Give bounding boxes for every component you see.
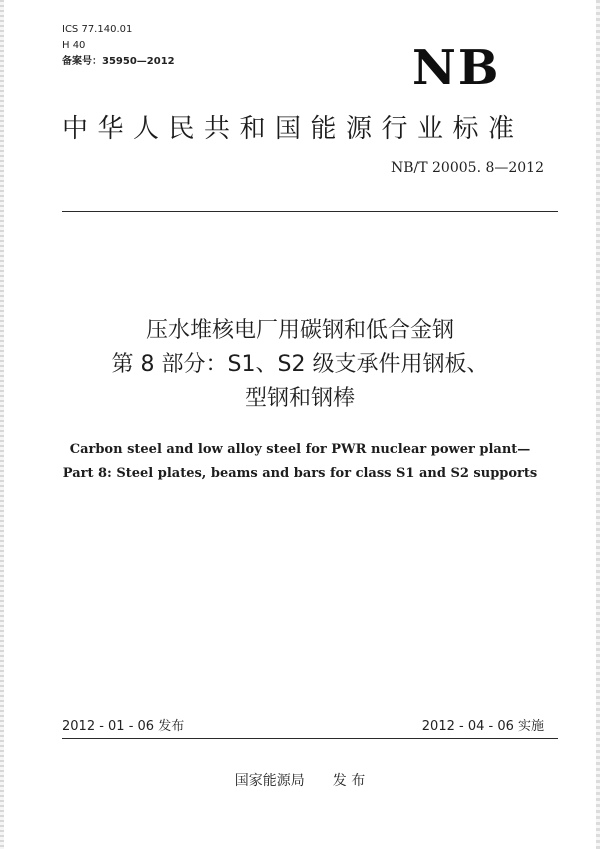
chinese-title-line: 第 8 部分：S1、S2 级支承件用钢板、 — [111, 352, 489, 377]
footer-divider — [62, 738, 558, 739]
classification-block — [62, 22, 175, 70]
scan-edge-right — [596, 0, 600, 849]
english-title-line: Carbon steel and low alloy steel for PWR nuclear power plant— — [69, 442, 531, 457]
scan-edge-left — [0, 0, 4, 849]
chinese-title-line: 压水堆核电厂用碳钢和低合金钢 — [145, 318, 454, 343]
chinese-title-line: 型钢和钢棒 — [244, 386, 355, 411]
english-title-line: Part 8: Steel plates, beams and bars for class S1 and S2 supports — [62, 466, 538, 481]
issue-date: 2012 - 01 - 06 发布 — [62, 719, 185, 734]
standard-number: NB/T 20005. 8—2012 — [390, 160, 544, 176]
ics-code: ICS 77.140.01 — [62, 24, 133, 35]
english-title — [60, 438, 540, 486]
category-code: H 40 — [62, 40, 86, 51]
publisher-name: 国家能源局 — [234, 773, 305, 789]
chinese-title — [60, 314, 540, 416]
publisher-line — [0, 770, 600, 790]
header-divider — [62, 211, 558, 212]
standard-title: 中华人民共和国能源行业标准 — [62, 114, 524, 144]
filing-number: 备案号：35950—2012 — [62, 56, 175, 67]
implementation-date: 2012 - 04 - 06 实施 — [421, 719, 544, 734]
publish-label: 发 布 — [332, 773, 366, 789]
nb-logo: NB — [412, 40, 501, 96]
